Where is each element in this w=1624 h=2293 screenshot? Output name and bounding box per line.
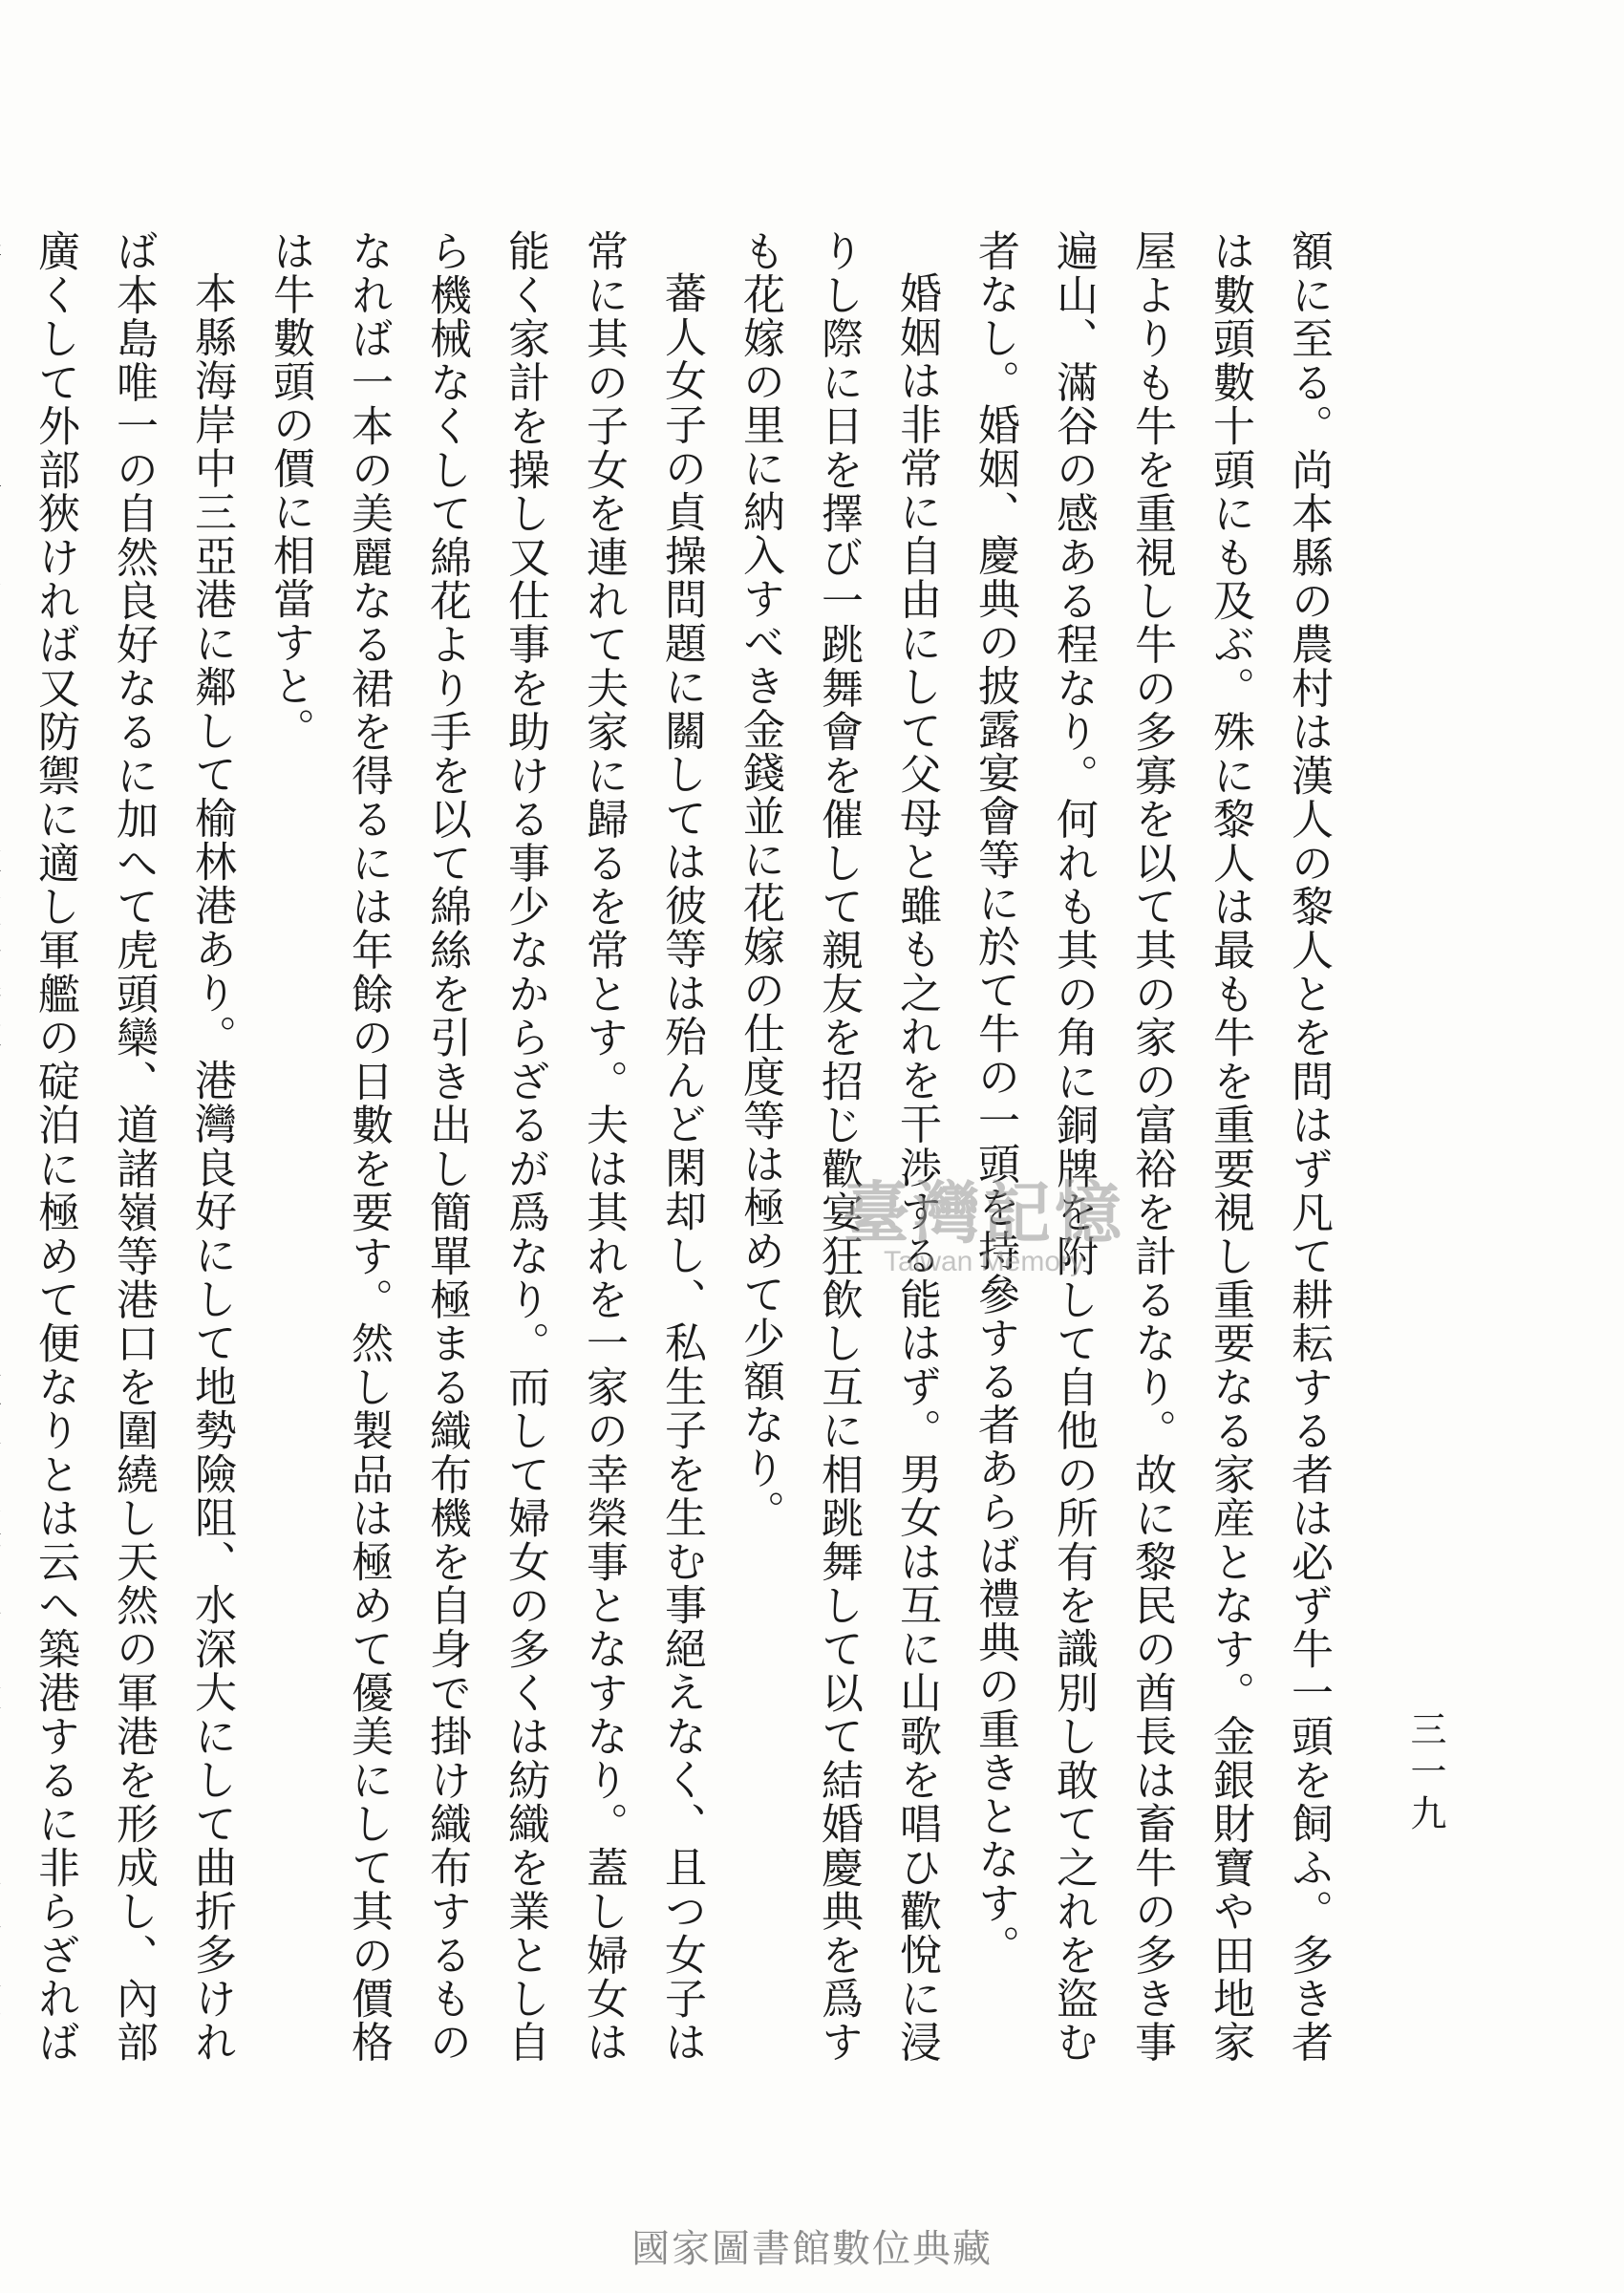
footer-collection-label: 國家圖書館數位典藏	[631, 2227, 993, 2271]
paragraph-2: 婚姻は非常に自由にして父母と雖も之れを干渉する能はず。男女は互に山歌を唱ひ歡悅に浸りし際に日を擇び一跳舞會を催して親友を招じ歡宴狂飲し互に相跳舞して以て結婚慶典を爲すも花嫁の里に納入すべき金錢並に花嫁の仕度等は極めて少額なり。	[736, 229, 941, 2064]
paragraph-4: 本縣海岸中三亞港に鄰して榆林港あり。港灣良好にして地勢險阻、水深大にして曲折多ければ本島唯一の自然良好なるに加へて虎頭欒、道諸嶺等港口を圍繞し天然の軍港を形成し、內部廣くして外部狹ければ又防禦に適し軍艦の碇泊に極めて便なりとは云へ築港するに非らざれば	[31, 229, 236, 2064]
watermark-subtitle: Taiwan Memory	[883, 1246, 1085, 1277]
watermark-title: 臺灣記憶	[843, 1173, 1125, 1253]
body-text	[31, 229, 1347, 2064]
page-number: 三一九	[1404, 1710, 1446, 1836]
paragraph-3: 蕃人女子の貞操問題に關しては彼等は殆んど閑却し、私生子を生む事絕えなく、且つ女子は常に其の子女を連れて夫家に歸るを常とす。夫は其れを一家の幸榮事となすなり。蓋し婦女は能く家計を操し又仕事を助ける事少なからざるが爲なり。而して婦女の多くは紡織を業とし自ら機械なくして綿花より手を以て綿絲を引き出し簡單極まる織布機を自身で掛け織布するものなれば一本の美麗なる裙を得るには年餘の日數を要す。然し製品は極めて優美にして其の價格は牛數頭の價に相當すと。	[266, 229, 706, 2064]
paragraph-1: 額に至る。尚本縣の農村は漢人の黎人とを問はず凡て耕耘する者は必ず牛一頭を飼ふ。多き者は數頭數十頭にも及ぶ。殊に黎人は最も牛を重要視し重要なる家産となす。金銀財寶や田地家屋よりも牛を重視し牛の多寡を以て其の家の富裕を計るなり。故に黎民の酋長は畜牛の多き事遍山、滿谷の感ある程なり。何れも其の角に銅牌を附して自他の所有を識別し敢て之れを盜む者なし。婚姻、慶典の披露宴會等に於て牛の一頭を持參する者あらば禮典の重きとなす。	[971, 229, 1333, 2064]
